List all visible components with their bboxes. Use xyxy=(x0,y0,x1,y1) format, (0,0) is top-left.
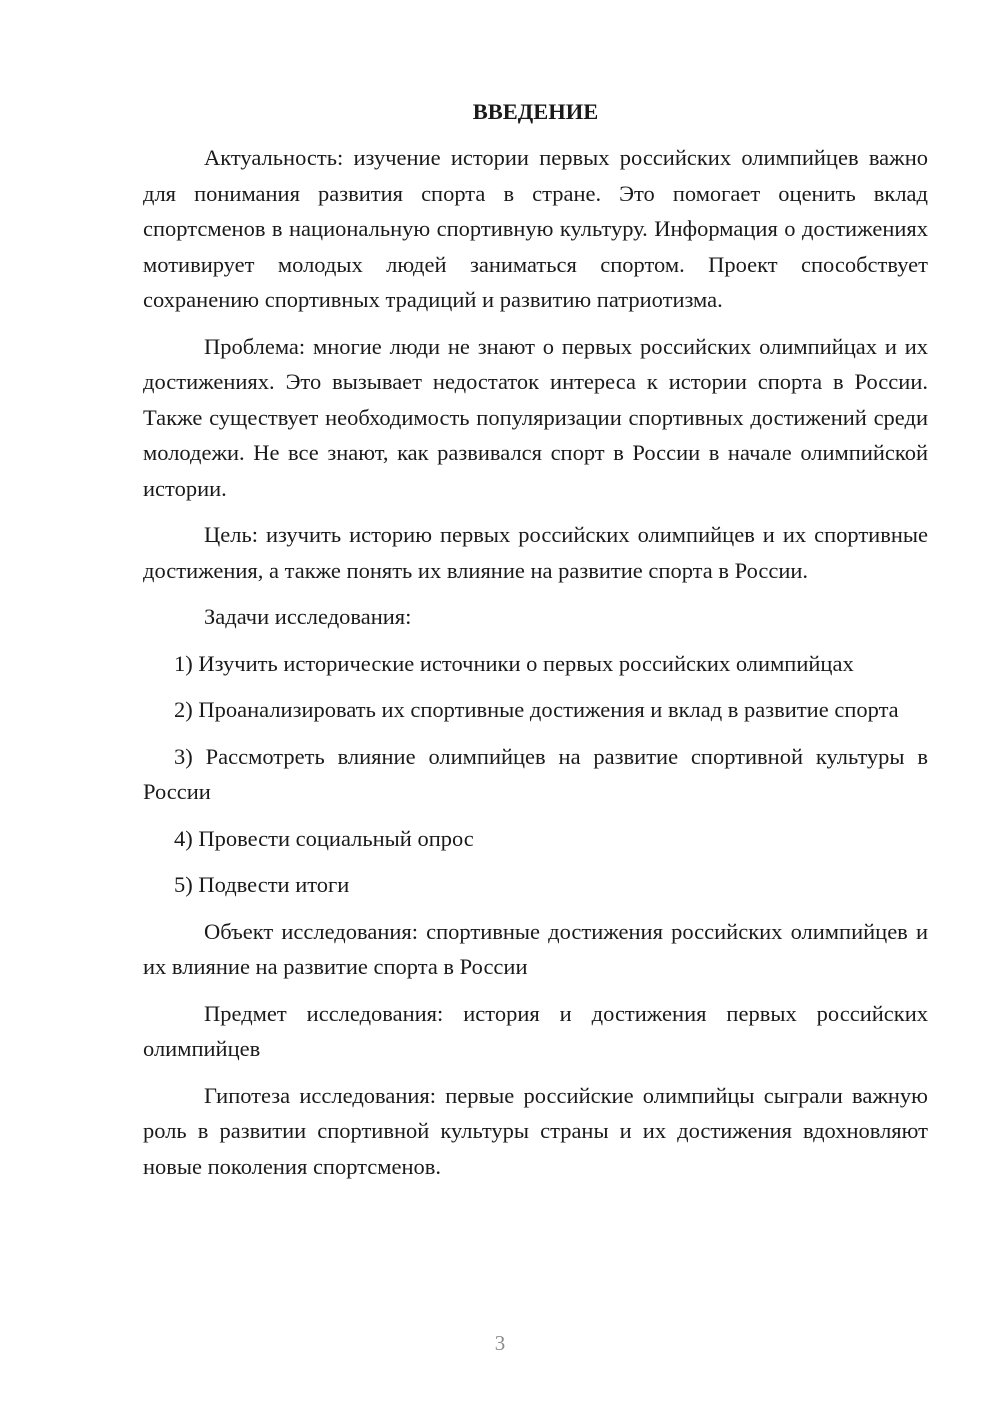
task-item-4: 4) Провести социальный опрос xyxy=(174,825,474,851)
subject-paragraph: Предмет исследования: история и достижения первых российских олимпийцев xyxy=(143,1000,928,1061)
goal-paragraph: Цель: изучить историю первых российских олимпийцев и их спортивные достижения, а также понять их влияние на развитие спорта в России. xyxy=(143,522,928,583)
task-item-2: 2) Проанализировать их спортивные достижения и вклад в развитие спорта xyxy=(174,697,899,722)
task-item-1: 1) Изучить исторические источники о первых российских олимпийцах xyxy=(174,650,854,676)
object-paragraph: Объект исследования: спортивные достижения российских олимпийцев и их влияние на развитие спорта в России xyxy=(143,918,928,979)
relevance-paragraph: Актуальность: изучение истории первых российских олимпийцев важно для понимания развития спорта в стране. Это помогает оценить вклад спортсменов в национальную спортивную культуру. Информация о достижениях мотивирует молодых людей заниматься спортом. Проект способствует сохранению спортивных традиций и развитию патриотизма. xyxy=(143,145,928,312)
section-title: ВВЕДЕНИЕ xyxy=(472,99,599,124)
problem-paragraph: Проблема: многие люди не знают о первых российских олимпийцах и их достижениях. Это вызывает недостаток интереса к истории спорта в России. Также существует необходимость популяризации спортивных достижений среди молодежи. Не все знают, как развивался спорт в России в начале олимпийской истории. xyxy=(143,333,928,501)
task-item-5: 5) Подвести итоги xyxy=(174,872,350,897)
page-body xyxy=(143,94,928,1195)
page-number: 3 xyxy=(494,1331,506,1355)
tasks-heading: Задачи исследования: xyxy=(204,604,412,629)
task-item-3: 3) Рассмотреть влияние олимпийцев на развитие спортивной культуры в России xyxy=(143,743,928,804)
hypothesis-paragraph: Гипотеза исследования: первые российские олимпийцы сыграли важную роль в развитии спортивной культуры страны и их достижения вдохновляют новые поколения спортсменов. xyxy=(143,1082,928,1179)
